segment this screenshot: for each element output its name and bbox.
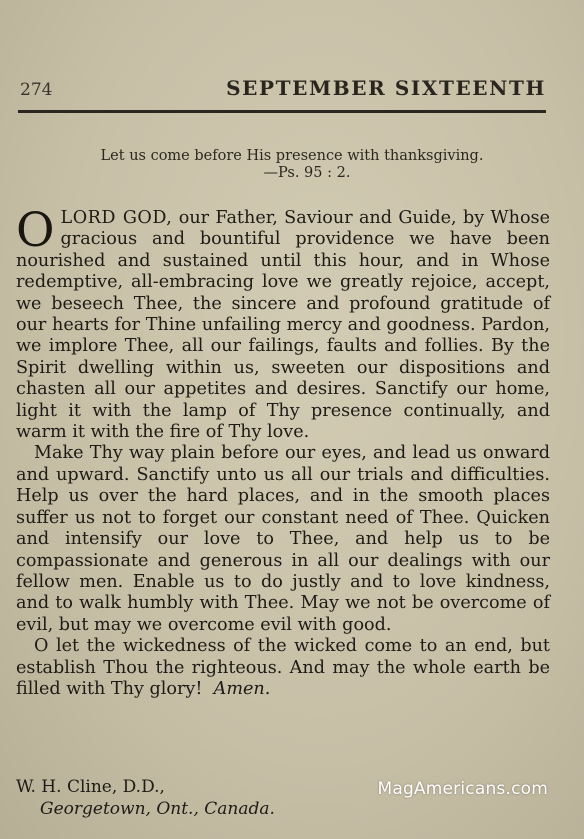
epigraph-text: Let us come before His presence with thanksgiving.: [100, 148, 484, 164]
opening-caps: LORD GOD,: [60, 208, 173, 228]
paragraph-1-text: our Father, Saviour and Guide, by Whose gracious and bountiful providence we have been nourished and sustained until this hour, and in Whose redemptive, all-embracing love we greatly rejoice, accept, we beseech Thee, the sincere and profound gratitude of our hearts for Thine unfailing mercy and goodness. Pardon, we implore Thee, all our failings, faults and follies. By the Spirit dwelling within us, sweeten our dispositions and chasten all our appetites and desires. Sanctify our home, light it with the lamp of Thy presence continually, and warm it with the fire of Thy love.: [16, 208, 550, 443]
author-location: Georgetown, Ont., Canada.: [40, 799, 275, 819]
prayer-body: [16, 203, 550, 700]
prayer-paragraph-1: [16, 203, 550, 443]
author-name: W. H. Cline, D.D.,: [16, 777, 165, 797]
amen: Amen.: [213, 678, 271, 699]
page-number: 274: [20, 80, 53, 100]
epigraph: [0, 148, 584, 182]
watermark: MagAmericans.com: [377, 779, 548, 799]
signature: [16, 776, 416, 820]
header-rule: [18, 110, 546, 113]
paragraph-3-text: O let the wickedness of the wicked come to an end, but establish Thou the righteous. And may the whole earth be filled with Thy glory!: [16, 636, 550, 699]
drop-cap: O: [16, 203, 55, 258]
prayer-paragraph-3: [16, 636, 550, 700]
page-header: [18, 74, 546, 104]
epigraph-citation: —Ps. 95 : 2.: [263, 165, 351, 181]
prayer-paragraph-2: Make Thy way plain before our eyes, and lead us onward and upward. Sanctify unto us all our trials and difficulties. Help us over the hard places, and in the smooth places suffer us not to forget our constant need of Thee. Quicken and intensify our love to Thee, and help us to be compassionate and generous in all our dealings with our fellow men. Enable us to do justly and to love kindness, and to walk humbly with Thee. May we not be overcome of evil, but may we overcome evil with good.: [16, 443, 550, 635]
running-head: SEPTEMBER SIXTEENTH: [226, 76, 546, 100]
